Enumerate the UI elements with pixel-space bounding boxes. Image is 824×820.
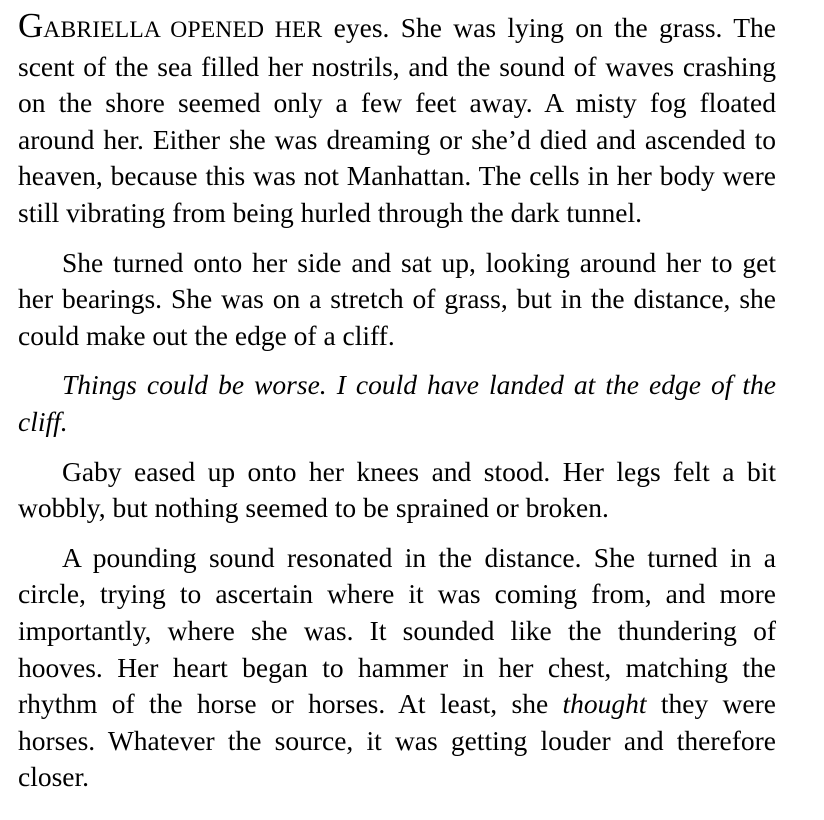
small-caps-run: ABRIELLA OPENED HER (43, 17, 323, 43)
paragraph-2: She turned onto her side and sat up, looking around her to get her bearings. She was on a stretch of grass, but in the distance, she could make out the edge of a cliff. (18, 246, 776, 351)
drop-cap: G (18, 6, 44, 45)
paragraph-5 (18, 540, 776, 796)
paragraph-5-text-before: A pounding sound resonated in the distance. She turned in a circle, trying to ascertain where it was coming from, and more importantly, where she was. It sounded like the thundering of hooves. Her heart began to hammer in her chest, matching the rhythm of the horse or horses. At least, she (18, 541, 776, 720)
paragraph-3-inner-thought: Things could be worse. I could have landed at the edge of the cliff. (18, 369, 776, 437)
paragraph-5-text-after: they were horses. Whatever the source, it was getting louder and therefore closer. (18, 688, 776, 793)
paragraph-5-emphasis: thought (562, 688, 647, 720)
paragraph-opening (18, 8, 776, 232)
paragraph-opening-text: eyes. She was lying on the grass. The scent of the sea filled her nostrils, and the sound of waves crashing on the shore seemed only a few feet away. A misty fog floated around her. Either she was dreaming or she’d died and ascended to heaven, because this was not Manhattan. The cells in her body were still vibrating from being hurled through the dark tunnel. (18, 12, 776, 228)
paragraph-4: Gaby eased up onto her knees and stood. Her legs felt a bit wobbly, but nothing seemed to be sprained or broken. (18, 455, 776, 524)
